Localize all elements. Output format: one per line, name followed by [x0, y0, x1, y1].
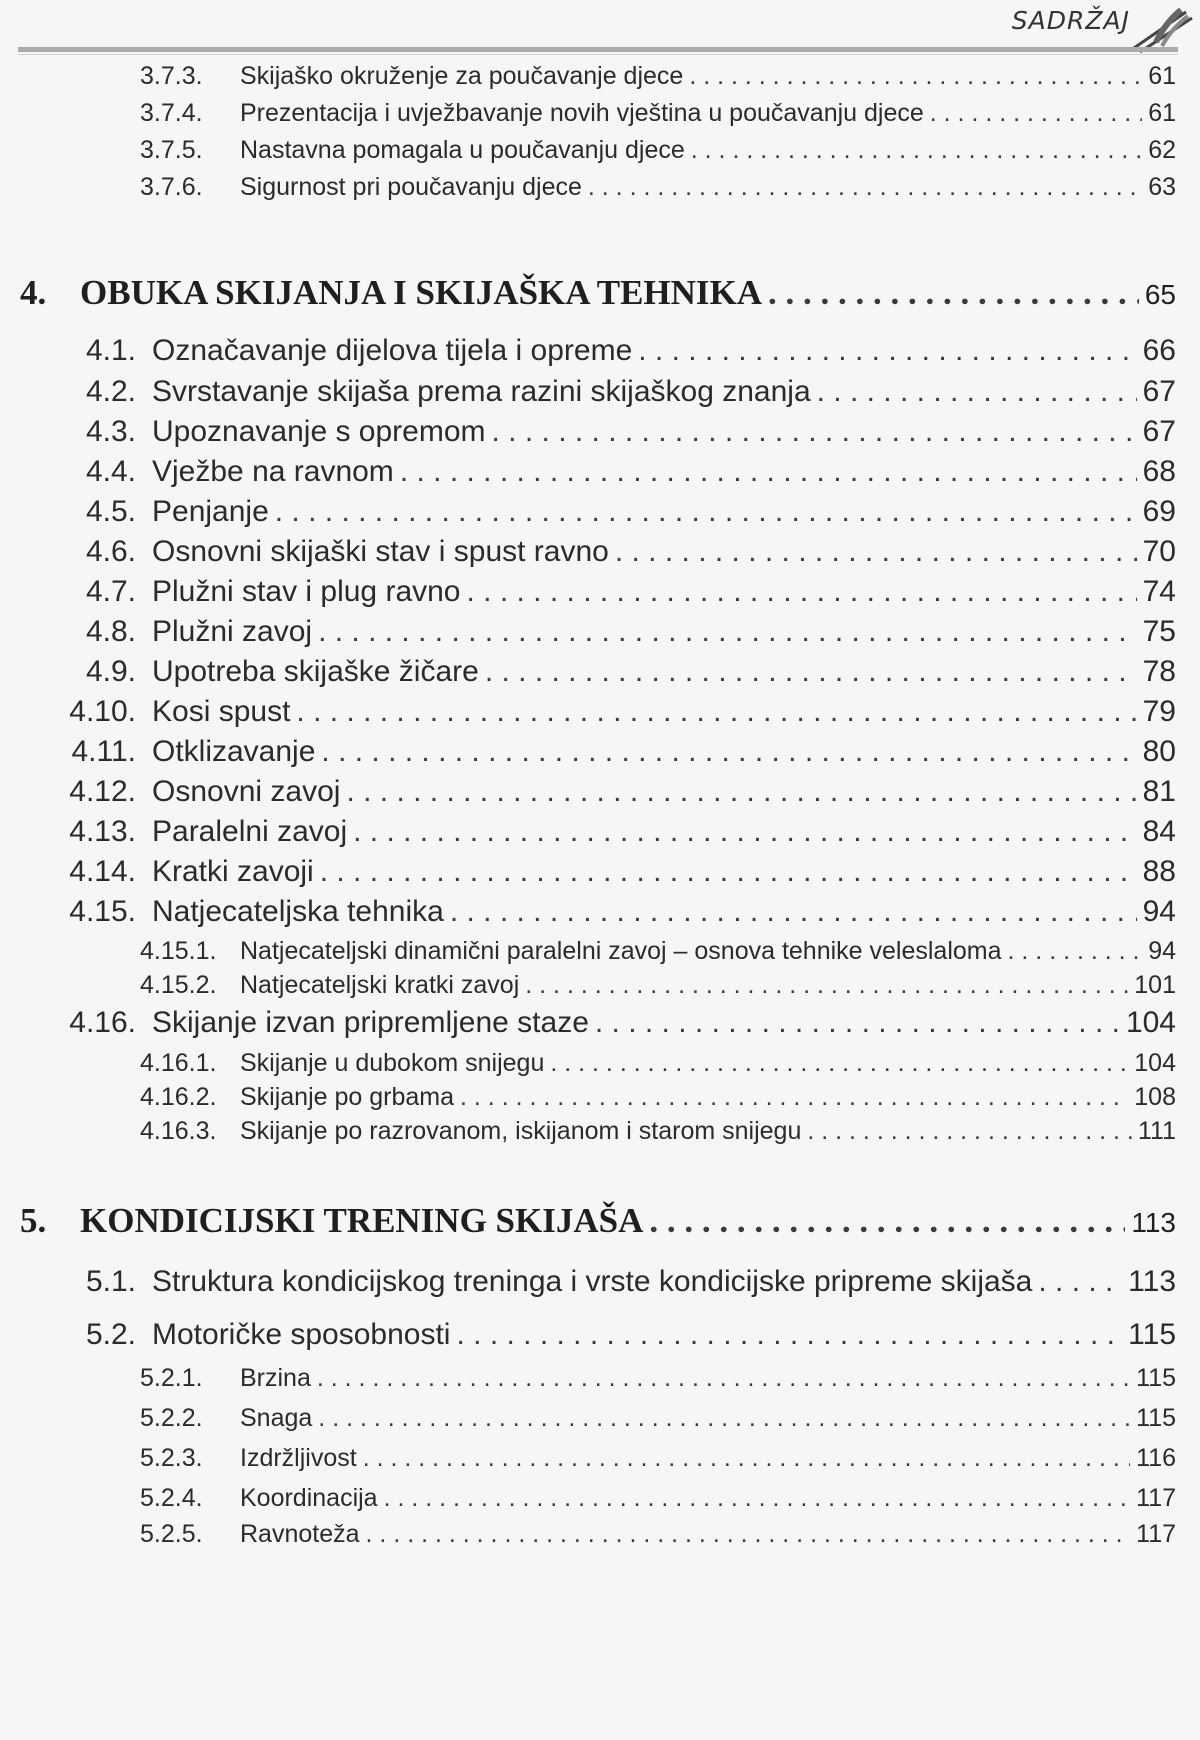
- toc-entry[interactable]: [0, 455, 1176, 489]
- toc-entry-title: Sigurnost pri poučavanju djece: [240, 173, 582, 201]
- toc-entry-page: 84: [1142, 815, 1176, 848]
- toc-entry-number: 4.11.: [71, 735, 136, 768]
- toc-entry[interactable]: [0, 1484, 1176, 1513]
- toc-entry-title: Izdržljivost: [240, 1444, 357, 1472]
- header-rule: [18, 47, 1178, 52]
- toc-entry-title: Skijaško okruženje za poučavanje djece: [240, 62, 684, 90]
- toc-entry-page: 113: [1128, 1265, 1176, 1298]
- toc-dot-leader: [550, 1049, 1128, 1078]
- toc-entry-page: 74: [1142, 575, 1176, 608]
- toc-dot-leader: [450, 895, 1137, 929]
- toc-entry-page: 62: [1148, 136, 1176, 164]
- toc-entry[interactable]: [0, 62, 1176, 91]
- toc-entry-title: Vježbe na ravnom: [152, 455, 394, 488]
- toc-entry[interactable]: [0, 1520, 1176, 1549]
- toc-entry-title: Brzina: [240, 1364, 311, 1392]
- toc-dot-leader: [588, 173, 1142, 202]
- toc-entry-title: Struktura kondicijskog treninga i vrste kondicijske pripreme skijaša: [152, 1265, 1033, 1298]
- toc-entry-number: 4.7.: [85, 575, 136, 608]
- toc-dot-leader: [525, 971, 1128, 1000]
- toc-entry-number: 4.9.: [85, 655, 136, 688]
- toc-entry[interactable]: [0, 615, 1176, 649]
- toc-entry[interactable]: [0, 1404, 1176, 1433]
- toc-entry-number: 3.7.4.: [140, 99, 203, 127]
- toc-entry-number: 3.7.5.: [140, 136, 203, 164]
- toc-chapter-entry[interactable]: [0, 273, 1176, 313]
- toc-dot-leader: [1008, 937, 1143, 966]
- toc-dot-leader: [638, 334, 1136, 368]
- toc-entry-title: Kratki zavoji: [152, 855, 314, 888]
- toc-dot-leader: [807, 1117, 1132, 1146]
- toc-entry-page: 61: [1148, 62, 1176, 90]
- toc-entry-number: 4.8.: [85, 615, 136, 648]
- toc-dot-leader: [353, 815, 1137, 849]
- toc-entry-number: 5.2.2.: [140, 1404, 203, 1432]
- toc-entry-title: Svrstavanje skijaša prema razini skijaškog znanja: [152, 375, 811, 408]
- toc-dot-leader: [366, 1520, 1131, 1549]
- toc-chapter-entry[interactable]: [0, 1201, 1176, 1241]
- toc-entry-title: Skijanje izvan pripremljene staze: [152, 1006, 589, 1039]
- toc-entry-number: 3.7.3.: [140, 62, 203, 90]
- toc-dot-leader: [400, 455, 1137, 489]
- toc-dot-leader: [318, 1404, 1130, 1433]
- toc-entry[interactable]: [0, 1117, 1176, 1146]
- toc-entry[interactable]: [0, 415, 1176, 449]
- toc-entry-title: Natjecateljski dinamični paralelni zavoj – osnova tehnike veleslaloma: [240, 937, 1002, 965]
- toc-entry-number: 4.6.: [85, 535, 136, 568]
- toc-dot-leader: [467, 575, 1137, 609]
- toc-dot-leader: [460, 1083, 1128, 1112]
- toc-entry-title: Skijanje po grbama: [240, 1083, 455, 1111]
- toc-entry-page: 111: [1137, 1117, 1176, 1145]
- toc-entry[interactable]: [0, 535, 1176, 569]
- toc-entry-title: Plužni zavoj: [152, 615, 313, 648]
- toc-dot-leader: [817, 375, 1137, 409]
- toc-entry-number: 4.4.: [85, 455, 136, 488]
- toc-entry-page: 81: [1142, 775, 1176, 808]
- toc-entry-title: KONDICIJSKI TRENING SKIJAŠA: [80, 1201, 644, 1240]
- toc-entry[interactable]: [0, 1083, 1176, 1112]
- toc-entry-title: Snaga: [240, 1404, 313, 1432]
- toc-entry-number: 4.13.: [69, 815, 136, 848]
- toc-entry[interactable]: [0, 1006, 1176, 1040]
- toc-entry-number: 4.10.: [69, 695, 136, 728]
- toc-entry-page: 101: [1134, 971, 1176, 999]
- toc-entry-number: 5.2.1.: [140, 1364, 203, 1392]
- toc-entry[interactable]: [0, 855, 1176, 889]
- toc-entry-page: 67: [1142, 415, 1176, 448]
- toc-entry-page: 75: [1142, 615, 1176, 648]
- toc-dot-leader: [689, 62, 1142, 91]
- toc-entry-title: Skijanje po razrovanom, iskijanom i starom snijegu: [240, 1117, 802, 1145]
- toc-entry-title: Natjecateljska tehnika: [152, 895, 444, 928]
- toc-entry-number: 4.5.: [85, 495, 136, 528]
- toc-entry-page: 65: [1144, 279, 1176, 310]
- toc-entry-title: Upotreba skijaške žičare: [152, 655, 479, 688]
- toc-entry[interactable]: [0, 1318, 1176, 1352]
- toc-entry-number: 4.1.: [85, 334, 136, 367]
- toc-entry-title: Označavanje dijelova tijela i opreme: [152, 334, 633, 367]
- toc-entry-number: 5.2.4.: [140, 1484, 203, 1512]
- toc-dot-leader: [1038, 1265, 1122, 1299]
- toc-entry-page: 117: [1136, 1484, 1176, 1512]
- toc-dot-leader: [318, 615, 1137, 649]
- toc-entry-number: 4.3.: [85, 415, 136, 448]
- toc-dot-leader: [492, 415, 1137, 449]
- header-rule-thin: [18, 54, 1178, 55]
- toc-entry-number: 5.2.5.: [140, 1520, 203, 1548]
- toc-dot-leader: [346, 775, 1136, 809]
- toc-entry-number: 4.15.1.: [140, 937, 217, 965]
- toc-entry[interactable]: [0, 173, 1176, 202]
- toc-entry-page: 67: [1142, 375, 1176, 408]
- toc-entry[interactable]: [0, 1049, 1176, 1078]
- toc-dot-leader: [691, 136, 1142, 165]
- toc-entry[interactable]: [0, 895, 1176, 929]
- toc-entry-number: 4.16.2.: [140, 1083, 217, 1111]
- toc-entry-page: 115: [1136, 1364, 1176, 1392]
- toc-entry[interactable]: [0, 815, 1176, 849]
- toc-dot-leader: [320, 855, 1137, 889]
- toc-entry-number: 5.: [20, 1201, 47, 1240]
- toc-dot-leader: [649, 1201, 1125, 1241]
- toc-entry[interactable]: [0, 99, 1176, 128]
- toc-entry[interactable]: [0, 937, 1176, 966]
- toc-entry[interactable]: [0, 775, 1176, 809]
- toc-entry-number: 4.14.: [69, 855, 136, 888]
- toc-dot-leader: [595, 1006, 1120, 1040]
- toc-entry-title: OBUKA SKIJANJA I SKIJAŠKA TEHNIKA: [80, 273, 763, 312]
- toc-entry-page: 79: [1142, 695, 1176, 728]
- toc-entry-page: 68: [1142, 455, 1176, 488]
- toc-entry-page: 69: [1142, 495, 1176, 528]
- toc-entry-page: 88: [1142, 855, 1176, 888]
- toc-dot-leader: [456, 1318, 1122, 1352]
- toc-entry-page: 66: [1142, 334, 1176, 367]
- toc-entry-number: 4.15.2.: [140, 971, 217, 999]
- toc-entry-number: 4.16.1.: [140, 1049, 217, 1077]
- running-header-title: SADRŽAJ: [1011, 6, 1130, 35]
- toc-entry[interactable]: [0, 334, 1176, 368]
- toc-entry-page: 94: [1148, 937, 1176, 965]
- toc-dot-leader: [615, 535, 1137, 569]
- toc-entry-number: 3.7.6.: [140, 173, 203, 201]
- toc-entry-title: Ravnoteža: [240, 1520, 360, 1548]
- toc-entry-number: 4.2.: [85, 375, 136, 408]
- toc-entry-title: Skijanje u dubokom snijegu: [240, 1049, 545, 1077]
- toc-entry-number: 4.: [20, 273, 47, 312]
- toc-entry[interactable]: [0, 136, 1176, 165]
- toc-entry-page: 61: [1148, 99, 1176, 127]
- toc-dot-leader: [296, 695, 1136, 729]
- toc-dot-leader: [485, 655, 1137, 689]
- toc-entry-title: Otklizavanje: [152, 735, 316, 768]
- toc-entry[interactable]: [0, 695, 1176, 729]
- toc-dot-leader: [321, 735, 1136, 769]
- toc-entry-title: Plužni stav i plug ravno: [152, 575, 461, 608]
- toc-entry[interactable]: [0, 735, 1176, 769]
- toc-entry-page: 113: [1131, 1207, 1176, 1238]
- toc-entry-page: 104: [1125, 1006, 1176, 1039]
- toc-entry-number: 4.12.: [69, 775, 136, 808]
- toc-entry-page: 94: [1142, 895, 1176, 928]
- toc-entry-title: Motoričke sposobnosti: [152, 1318, 451, 1351]
- toc-entry-page: 78: [1142, 655, 1176, 688]
- toc-entry-title: Penjanje: [152, 495, 269, 528]
- toc-dot-leader: [317, 1364, 1130, 1393]
- toc-entry-number: 5.2.: [85, 1318, 136, 1351]
- toc-entry[interactable]: [0, 1444, 1176, 1473]
- toc-entry-page: 117: [1136, 1520, 1176, 1548]
- toc-entry-page: 115: [1128, 1318, 1176, 1351]
- toc-entry-number: 4.16.3.: [140, 1117, 217, 1145]
- toc-entry[interactable]: [0, 1364, 1176, 1393]
- toc-dot-leader: [363, 1444, 1130, 1473]
- toc-entry-title: Natjecateljski kratki zavoj: [240, 971, 520, 999]
- toc-entry-title: Osnovni skijaški stav i spust ravno: [152, 535, 609, 568]
- toc-entry-title: Kosi spust: [152, 695, 291, 728]
- toc-entry-page: 80: [1142, 735, 1176, 768]
- toc-dot-leader: [930, 99, 1142, 128]
- toc-entry-page: 115: [1136, 1404, 1176, 1432]
- toc-entry[interactable]: [0, 575, 1176, 609]
- toc-entry-title: Paralelni zavoj: [152, 815, 348, 848]
- toc-entry-title: Nastavna pomagala u poučavanju djece: [240, 136, 685, 164]
- toc-entry-page: 108: [1134, 1083, 1176, 1111]
- toc-entry-number: 5.1.: [85, 1265, 136, 1298]
- toc-entry-number: 5.2.3.: [140, 1444, 203, 1472]
- toc-entry-page: 63: [1148, 173, 1176, 201]
- toc-entry-number: 4.15.: [69, 895, 136, 928]
- toc-entry[interactable]: [0, 495, 1176, 529]
- toc-dot-leader: [768, 273, 1139, 313]
- toc-entry-number: 4.16.: [69, 1006, 136, 1039]
- toc-entry-title: Prezentacija i uvježbavanje novih vještina u poučavanju djece: [240, 99, 924, 127]
- toc-entry-title: Koordinacija: [240, 1484, 378, 1512]
- toc-entry-page: 116: [1136, 1444, 1176, 1472]
- toc-entry[interactable]: [0, 1265, 1176, 1299]
- page-header: [0, 0, 1200, 60]
- toc-entry-page: 70: [1142, 535, 1176, 568]
- toc-entry-page: 104: [1134, 1049, 1176, 1077]
- toc-dot-leader: [275, 495, 1137, 529]
- toc-entry-title: Osnovni zavoj: [152, 775, 341, 808]
- toc-entry[interactable]: [0, 971, 1176, 1000]
- toc-entry[interactable]: [0, 375, 1176, 409]
- toc-entry[interactable]: [0, 655, 1176, 689]
- toc-dot-leader: [384, 1484, 1131, 1513]
- toc-entry-title: Upoznavanje s opremom: [152, 415, 486, 448]
